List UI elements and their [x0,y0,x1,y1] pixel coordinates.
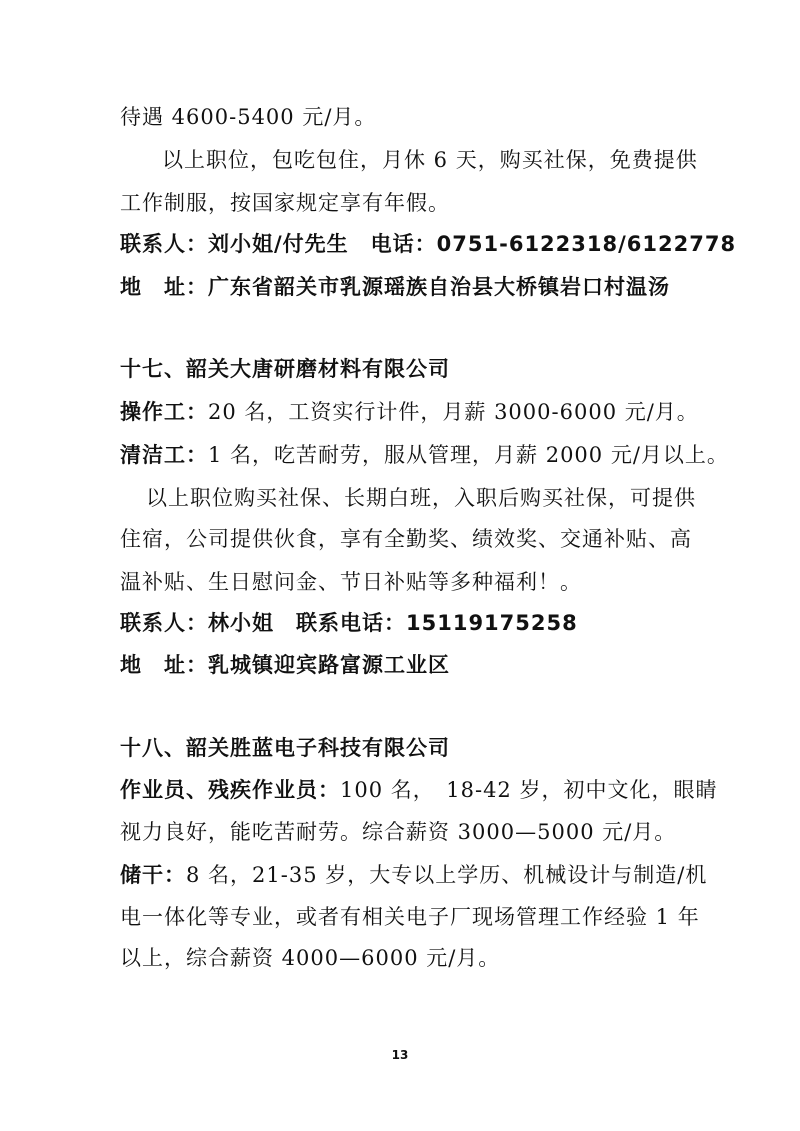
section17-job-2-text: 1 名，吃苦耐劳，服从管理，月薪 2000 元/月以上。 [208,443,729,467]
section16-benefits-line-2: 工作制服，按国家规定享有年假。 [120,191,450,215]
section16-salary-line: 待遇 4600-5400 元/月。 [120,105,377,129]
section17-contact: 联系人：林小姐 联系电话：15119175258 [120,611,578,635]
section18-job-2-line-2: 电一体化等专业，或者有相关电子厂现场管理工作经验 1 年 [120,905,700,929]
section17-job-1 [120,397,700,427]
section18-job-1-text-1: 100 名， 18-42 岁，初中文化，眼睛 [340,778,718,802]
section17-job-1-text: 20 名，工资实行计件，月薪 3000-6000 元/月。 [208,400,699,424]
section17-job-2-label: 清洁工： [120,443,208,467]
section18-job-2-line-3: 以上，综合薪资 4000—6000 元/月。 [120,946,501,970]
section18-job-2-text-1: 8 名，21-35 岁，大专以上学历、机械设计与制造/机 [186,863,708,887]
page-number: 13 [391,1048,409,1062]
section18-heading: 十八、韶关胜蓝电子科技有限公司 [120,736,450,760]
section16-address: 地 址：广东省韶关市乳源瑶族自治县大桥镇岩口村温汤 [120,275,670,299]
section17-benefits-line-3: 温补贴、生日慰问金、节日补贴等多种福利！。 [120,570,582,594]
section17-address: 地 址：乳城镇迎宾路富源工业区 [120,653,450,677]
section16-benefits-line-1: 以上职位，包吃包住，月休 6 天，购买社保，免费提供 [162,148,698,172]
section17-benefits-line-2: 住宿，公司提供伙食，享有全勤奖、绩效奖、交通补贴、高 [120,527,692,551]
section18-job-1-label: 作业员、残疾作业员： [120,778,340,802]
section17-job-2 [120,440,729,470]
section16-contact: 联系人：刘小姐/付先生 电话：0751-6122318/6122778 [120,232,737,256]
section17-job-1-label: 操作工： [120,400,208,424]
section17-benefits-line-1: 以上职位购买社保、长期白班，入职后购买社保，可提供 [146,486,696,510]
section17-heading: 十七、韶关大唐研磨材料有限公司 [120,357,450,381]
section18-job-1-line-2: 视力良好，能吃苦耐劳。综合薪资 3000—5000 元/月。 [120,820,677,844]
section18-job-1-line-1 [120,775,718,805]
section18-job-2-label: 储干： [120,863,186,887]
section18-job-2-line-1 [120,860,708,890]
